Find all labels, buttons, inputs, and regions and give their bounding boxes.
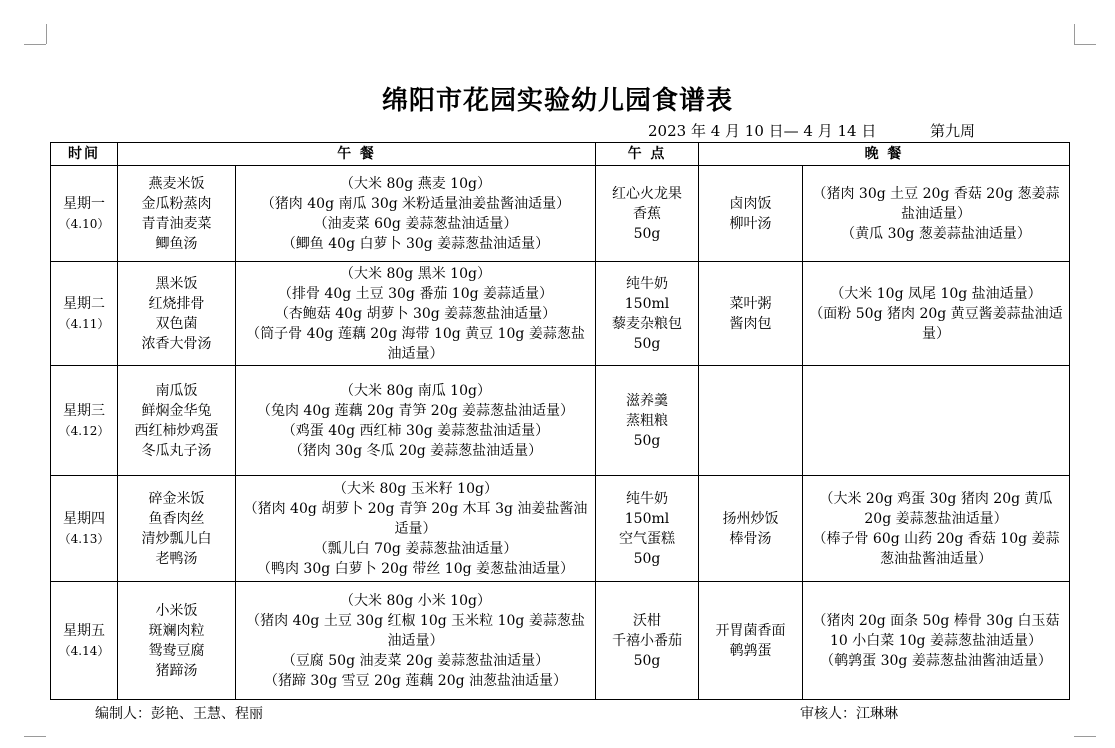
- crop-mark: [24, 736, 46, 737]
- snack-cell-line: 千禧小番茄: [612, 632, 682, 649]
- snack-cell-line: 纯牛奶: [626, 490, 668, 507]
- lunch-dishes-cell-line: 鱼香肉丝: [148, 510, 205, 527]
- lunch-dishes-cell-line: 西红柿炒鸡蛋: [134, 422, 219, 439]
- dinner-dishes-cell: [699, 582, 803, 700]
- crop-mark: [46, 24, 47, 44]
- lunch-ingredients-cell: [236, 262, 596, 366]
- page-title: 绵阳市花园实验幼儿园食谱表: [381, 86, 733, 116]
- snack-cell: [596, 582, 699, 700]
- lunch-ingredients-cell-line: （大米 80g 南瓜 10g）: [340, 382, 491, 399]
- dinner-dishes-cell: [699, 262, 803, 366]
- day-cell: [51, 166, 118, 262]
- snack-cell-line: 红心火龙果: [612, 185, 682, 202]
- dinner-ingredients-cell: [803, 166, 1070, 262]
- snack-cell-line: 150ml: [624, 510, 670, 527]
- dinner-ingredients-cell: [803, 366, 1070, 476]
- table-row: [51, 166, 1070, 262]
- snack-cell: [596, 476, 699, 582]
- snack-cell-line: 50g: [633, 225, 661, 242]
- lunch-dishes-cell-line: 双色菌: [155, 315, 198, 332]
- snack-cell-line: 50g: [633, 652, 661, 669]
- dinner-ingredients-cell-line: （鹌鹑蛋 30g 姜蒜葱盐油酱油适量）: [820, 652, 1052, 669]
- dinner-ingredients-cell: [803, 476, 1070, 582]
- snack-cell-line: 50g: [633, 335, 661, 352]
- snack-cell: [596, 262, 699, 366]
- snack-cell-line: 空气蛋糕: [619, 530, 675, 547]
- lunch-ingredients-cell-line: （排骨 40g 土豆 30g 番茄 10g 姜蒜适量）: [277, 285, 554, 302]
- lunch-ingredients-cell-line: （大米 80g 燕麦 10g）: [340, 175, 491, 192]
- lunch-dishes-cell-line: 鸳鸯豆腐: [148, 642, 205, 659]
- lunch-ingredients-cell-line: （鸡蛋 40g 西红柿 30g 姜蒜葱盐油适量）: [281, 422, 550, 439]
- lunch-ingredients-cell-line: （猪肉 40g 土豆 30g 红椒 10g 玉米粒 10g 姜蒜葱盐油适量）: [246, 612, 585, 649]
- lunch-ingredients-cell-line: （油麦菜 60g 姜蒜葱盐油适量）: [313, 215, 518, 232]
- day-cell-line: 星期三: [63, 402, 105, 419]
- lunch-ingredients-cell-line: （鸭肉 30g 白萝卜 20g 带丝 10g 姜葱盐油适量）: [256, 560, 575, 577]
- snack-cell-line: 藜麦杂粮包: [612, 315, 682, 332]
- lunch-dishes-cell-line: 老鸭汤: [155, 550, 198, 567]
- dinner-ingredients-cell-line: （棒子骨 60g 山药 20g 香菇 10g 姜蒜葱油盐酱油适量）: [812, 530, 1060, 567]
- menu-table: [50, 142, 1070, 700]
- lunch-dishes-cell-line: 小米饭: [155, 602, 198, 619]
- lunch-ingredients-cell-line: （筒子骨 40g 莲藕 20g 海带 10g 黄豆 10g 姜蒜葱盐油适量）: [246, 325, 585, 362]
- lunch-dishes-cell-line: 黑米饭: [155, 275, 198, 292]
- snack-cell: [596, 366, 699, 476]
- snack-cell-line: 蒸粗粮: [626, 412, 668, 429]
- dinner-ingredients-cell-line: （大米 20g 鸡蛋 30g 猪肉 20g 黄瓜 20g 姜蒜葱盐油适量）: [819, 490, 1053, 527]
- lunch-dishes-cell-line: 红烧排骨: [148, 295, 205, 312]
- header-dinner: 晚 餐: [699, 143, 1070, 166]
- table-row: [51, 582, 1070, 700]
- crop-mark: [1074, 44, 1096, 45]
- lunch-ingredients-cell-line: （大米 80g 玉米籽 10g）: [333, 480, 498, 497]
- crop-mark: [1074, 736, 1096, 737]
- lunch-dishes-cell: [118, 366, 236, 476]
- dinner-dishes-cell-line: 菜叶粥: [729, 295, 772, 312]
- dinner-dishes-cell-line: 棒骨汤: [729, 530, 772, 547]
- day-cell-line: 星期四: [63, 510, 105, 527]
- lunch-ingredients-cell-line: （猪肉 40g 胡萝卜 20g 青笋 20g 木耳 3g 油姜盐酱油适量）: [243, 500, 588, 537]
- lunch-dishes-cell-line: 鲫鱼汤: [155, 235, 198, 252]
- dinner-ingredients-cell: [803, 582, 1070, 700]
- dinner-dishes-cell-line: 扬州炒饭: [722, 510, 779, 527]
- day-cell-line: 星期一: [63, 195, 105, 212]
- lunch-dishes-cell-line: 浓香大骨汤: [141, 335, 212, 352]
- day-cell: [51, 366, 118, 476]
- table-row: [51, 366, 1070, 476]
- day-cell: [51, 476, 118, 582]
- week-label: 第九周: [930, 122, 976, 140]
- table-row: [51, 476, 1070, 582]
- lunch-ingredients-cell-line: （大米 80g 小米 10g）: [340, 592, 491, 609]
- snack-cell-line: 纯牛奶: [626, 275, 668, 292]
- reviewer-note: 审核人：江琳琳: [800, 706, 898, 722]
- day-cell-line: （4.10）: [58, 216, 110, 231]
- lunch-ingredients-cell-line: （鲫鱼 40g 白萝卜 30g 姜蒜葱盐油适量）: [281, 235, 550, 252]
- snack-cell-line: 滋养羹: [626, 392, 668, 409]
- lunch-dishes-cell-line: 斑斓肉粒: [148, 622, 205, 639]
- day-cell: [51, 582, 118, 700]
- dinner-dishes-cell-line: 酱肉包: [729, 315, 772, 332]
- dinner-dishes-cell: [699, 166, 803, 262]
- lunch-dishes-cell-line: 鲜焖金华兔: [141, 402, 212, 419]
- snack-cell: [596, 166, 699, 262]
- lunch-ingredients-cell: [236, 582, 596, 700]
- lunch-dishes-cell: [118, 582, 236, 700]
- lunch-dishes-cell-line: 南瓜饭: [155, 382, 198, 399]
- day-cell-line: 星期五: [63, 622, 105, 639]
- lunch-dishes-cell-line: 猪蹄汤: [155, 662, 198, 679]
- snack-cell-line: 香蕉: [633, 205, 661, 222]
- lunch-dishes-cell: [118, 262, 236, 366]
- snack-cell-line: 150ml: [624, 295, 670, 312]
- table-row: [51, 262, 1070, 366]
- compiler-note: 编制人：彭艳、王慧、程丽: [95, 706, 263, 722]
- snack-cell-line: 沃柑: [633, 612, 661, 629]
- snack-cell-line: 50g: [633, 432, 661, 449]
- crop-mark: [24, 44, 46, 45]
- day-cell-line: （4.14）: [58, 643, 110, 658]
- lunch-ingredients-cell-line: （兔肉 40g 莲藕 20g 青笋 20g 姜蒜葱盐油适量）: [256, 402, 575, 419]
- lunch-ingredients-cell-line: （猪肉 40g 南瓜 30g 米粉适量油姜盐酱油适量）: [260, 195, 571, 212]
- lunch-dishes-cell-line: 碎金米饭: [148, 490, 205, 507]
- menu-body: [51, 166, 1070, 700]
- header-row: [51, 143, 1070, 166]
- lunch-ingredients-cell: [236, 476, 596, 582]
- dinner-ingredients-cell-line: （面粉 50g 猪肉 20g 黄豆酱姜蒜盐油适量）: [809, 305, 1063, 342]
- lunch-dishes-cell-line: 青青油麦菜: [141, 215, 212, 232]
- lunch-ingredients-cell-line: （大米 80g 黑米 10g）: [340, 265, 491, 282]
- header-lunch: 午 餐: [118, 143, 596, 166]
- dinner-ingredients-cell-line: （猪肉 30g 土豆 20g 香菇 20g 葱姜蒜盐油适量）: [812, 185, 1060, 222]
- lunch-ingredients-cell: [236, 366, 596, 476]
- lunch-ingredients-cell-line: （瓢儿白 70g 姜蒜葱盐油适量）: [313, 540, 518, 557]
- header-snack: 午 点: [596, 143, 699, 166]
- dinner-dishes-cell-line: 鹌鹑蛋: [729, 642, 772, 659]
- day-cell: [51, 262, 118, 366]
- dinner-dishes-cell: [699, 476, 803, 582]
- day-cell-line: （4.11）: [58, 316, 110, 331]
- day-cell-line: 星期二: [63, 295, 105, 312]
- dinner-ingredients-cell-line: （大米 10g 凤尾 10g 盐油适量）: [830, 285, 1042, 302]
- lunch-dishes-cell-line: 燕麦米饭: [148, 175, 205, 192]
- lunch-dishes-cell: [118, 166, 236, 262]
- snack-cell-line: 50g: [633, 550, 661, 567]
- day-cell-line: （4.13）: [58, 531, 110, 546]
- dinner-dishes-cell-line: 柳叶汤: [729, 215, 772, 232]
- dinner-dishes-cell-line: 卤肉饭: [729, 195, 772, 212]
- crop-mark: [1074, 24, 1075, 44]
- lunch-ingredients-cell-line: （猪蹄 30g 雪豆 20g 莲藕 20g 油葱盐油适量）: [263, 672, 568, 689]
- lunch-ingredients-cell-line: （杏鲍菇 40g 胡萝卜 30g 姜蒜葱盐油适量）: [274, 305, 557, 322]
- dinner-dishes-cell-line: 开胃菌香面: [715, 622, 786, 639]
- lunch-ingredients-cell-line: （豆腐 50g 油麦菜 20g 姜蒜葱盐油适量）: [281, 652, 550, 669]
- dinner-dishes-cell: [699, 366, 803, 476]
- lunch-dishes-cell-line: 清炒瓢儿白: [141, 530, 212, 547]
- dinner-ingredients-cell-line: （黄瓜 30g 葱姜蒜盐油适量）: [841, 225, 1031, 242]
- dinner-ingredients-cell-line: （猪肉 20g 面条 50g 棒骨 30g 白玉菇 10 小白菜 10g 姜蒜葱盐油适量）: [812, 612, 1060, 649]
- header-time: 时间: [51, 143, 118, 166]
- lunch-dishes-cell-line: 冬瓜丸子汤: [141, 442, 212, 459]
- lunch-ingredients-cell-line: （猪肉 30g 冬瓜 20g 姜蒜葱盐油适量）: [288, 442, 543, 459]
- lunch-dishes-cell-line: 金瓜粉蒸肉: [141, 195, 212, 212]
- dinner-ingredients-cell: [803, 262, 1070, 366]
- lunch-dishes-cell: [118, 476, 236, 582]
- date-range: 2023 年 4 月 10 日— 4 月 14 日: [648, 122, 877, 140]
- lunch-ingredients-cell: [236, 166, 596, 262]
- day-cell-line: （4.12）: [58, 423, 110, 438]
